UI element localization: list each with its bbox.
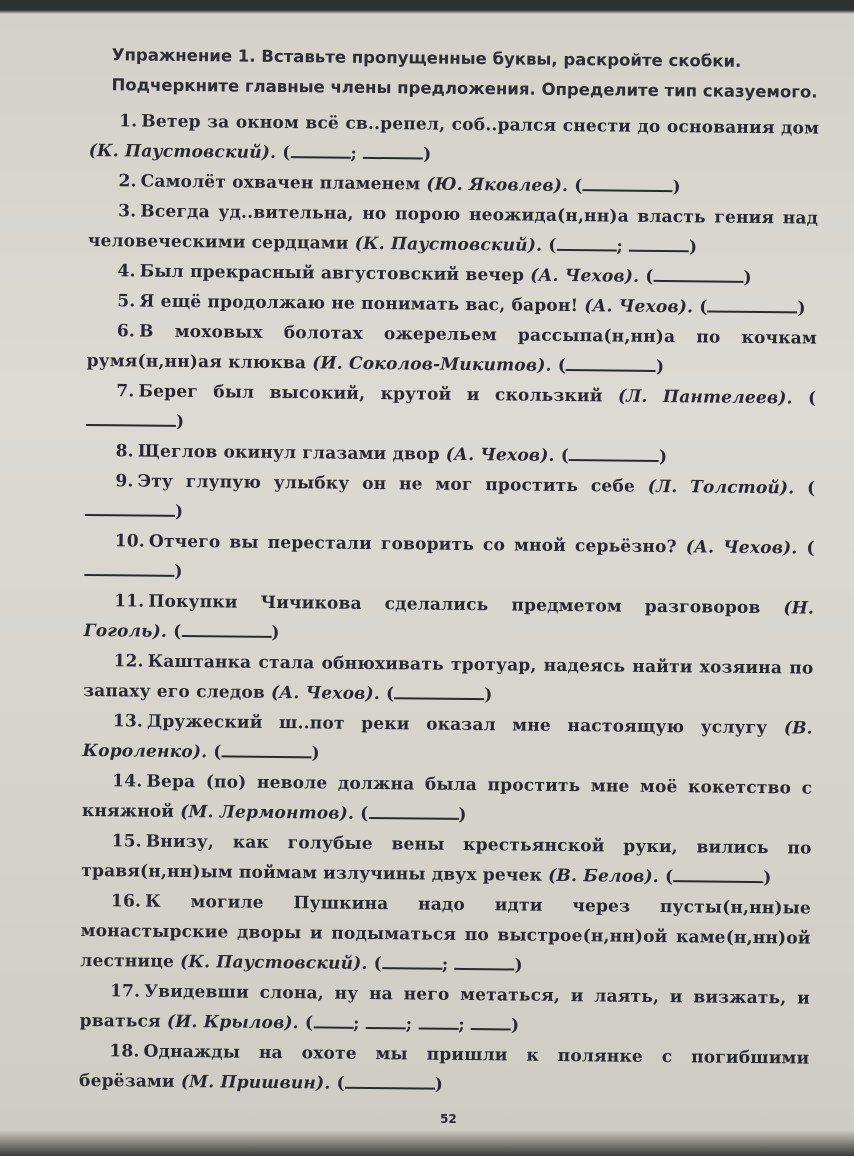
exercise-item (86, 376, 817, 444)
item-text: Берег был высокий, крутой и скользкий (138, 381, 603, 407)
answer-blank[interactable] (363, 141, 423, 160)
exercise-item (82, 706, 813, 774)
item-number: 17. (109, 981, 141, 1002)
exercise-item (80, 976, 811, 1044)
answer-blanks[interactable]: ( ) (386, 684, 493, 705)
answer-blank[interactable] (471, 1012, 511, 1030)
exercise-instruction: Вставьте пропущенные буквы, раскройте скобки. Подчеркните главные члены предложения. Определите тип сказуемого. (111, 46, 818, 102)
item-source: (Ю. Яковлев). (426, 174, 569, 197)
item-source: (К. Паустовский). (180, 951, 368, 974)
item-text: В моховых болотах ожерельем рассыпа(н,нн)а по кочкам румя(н,нн)ая клюква (86, 321, 818, 374)
item-source: (М. Лермонтов). (180, 801, 355, 824)
item-source: (И. Соколов-Микитов). (312, 353, 552, 376)
answer-blank[interactable] (181, 619, 271, 638)
item-number: 11. (114, 591, 145, 612)
item-source: (К. Паустовский). (88, 140, 277, 163)
item-text: Ветер за окном всё св..репел, соб..рался снести до основания дом (141, 111, 820, 139)
item-number: 2. (118, 171, 137, 192)
exercise-title: Упражнение 1. (111, 45, 256, 66)
item-source: (А. Чехов). (530, 265, 640, 287)
answer-blanks[interactable]: ( ) (213, 742, 320, 763)
answer-blank[interactable] (583, 173, 673, 192)
exercise-heading (111, 40, 820, 107)
item-number: 12. (113, 651, 144, 672)
answer-blanks[interactable]: ( ; ) (282, 143, 431, 165)
answer-blank[interactable] (394, 681, 484, 700)
item-text: Дружеский ш..пот реки оказал мне настоящую услугу (146, 711, 768, 739)
item-text: Всегда уд..вительна, но порою неожида(н,нн)а власть гения над человеческими сердцами (87, 201, 819, 254)
answer-blank[interactable] (673, 864, 763, 883)
answer-blanks[interactable]: ( ; ) (548, 236, 697, 258)
item-text: Каштанка стала обнюхивать тротуар, надеясь найти хозяина по запаху его следов (83, 651, 814, 703)
answer-blank[interactable] (382, 951, 442, 970)
answer-blanks[interactable]: ( ) (558, 356, 665, 377)
answer-blank[interactable] (556, 233, 616, 252)
item-source: (В. Белов). (548, 865, 660, 888)
item-text: Увидевши слона, ну на него метаться, и лаять, и визжать, и рваться (79, 981, 811, 1032)
exercise-item (88, 196, 819, 264)
answer-blank[interactable] (653, 264, 743, 283)
item-source: (И. Крылов). (166, 1011, 299, 1034)
exercise-item (80, 886, 811, 984)
answer-blanks[interactable]: ( ; ) (374, 954, 523, 976)
item-text: Эту глупую улыбку он не мог простить себе (137, 471, 636, 497)
item-text: Внизу, как голубые вены крестьянской руки, вились по травя(н,нн)ым поймам излучины двух речек (81, 831, 812, 886)
answer-blanks[interactable]: ( ) (574, 176, 681, 197)
answer-blanks[interactable]: ( ; ; ; ) (305, 1013, 520, 1035)
page-number: 52 (440, 1112, 457, 1126)
exercise-item (81, 826, 812, 894)
exercise-item (85, 466, 816, 534)
answer-blank[interactable] (418, 1011, 458, 1029)
answer-blank[interactable] (454, 952, 514, 971)
item-source: (А. Чехов). (584, 296, 694, 318)
answer-blanks[interactable]: ( ) (645, 267, 752, 288)
answer-blanks[interactable]: ( ) (561, 446, 668, 467)
answer-blank[interactable] (85, 498, 175, 517)
exercise-item (84, 586, 815, 654)
exercise-item (89, 106, 820, 174)
item-number: 18. (109, 1041, 140, 1062)
answer-blanks[interactable]: () (85, 479, 815, 522)
item-text: Вера (по) неволе должна была простить мне моё кокетство с княжной (81, 771, 813, 822)
answer-blanks[interactable]: ( ) (360, 804, 467, 825)
item-number: 7. (116, 381, 135, 402)
exercise-item (84, 526, 815, 594)
exercise-item (82, 766, 813, 834)
answer-blank[interactable] (222, 739, 312, 758)
item-text: Отчего вы перестали говорить со мной серьёзно? (148, 531, 677, 558)
answer-blanks[interactable]: ( ) (173, 622, 280, 643)
item-source: (В. Короленко). (82, 718, 813, 763)
item-number: 8. (115, 441, 134, 462)
exercise-item (79, 1036, 810, 1104)
item-source: (А. Чехов). (685, 537, 798, 559)
item-number: 16. (110, 891, 142, 912)
answer-blank[interactable] (629, 234, 689, 253)
item-number: 5. (117, 291, 136, 312)
exercise-item (86, 316, 817, 384)
item-source: (М. Пришвин). (180, 1072, 331, 1094)
item-number: 15. (111, 831, 142, 852)
item-text: Был прекрасный августовский вечер (139, 261, 525, 286)
item-text: Я ещё продолжаю не понимать вас, барон! (139, 291, 579, 317)
exercise-item (83, 646, 814, 714)
item-number: 14. (112, 771, 143, 792)
item-source: (А. Чехов). (270, 682, 381, 705)
answer-blank[interactable] (86, 408, 176, 427)
item-number: 4. (117, 261, 136, 282)
answer-blank[interactable] (313, 1010, 353, 1028)
item-number: 6. (116, 321, 136, 342)
exercise-items (79, 106, 819, 1104)
answer-blanks[interactable]: ( ) (665, 867, 772, 888)
item-number: 9. (115, 471, 134, 492)
item-number: 3. (118, 201, 137, 222)
answer-blank[interactable] (345, 1071, 435, 1090)
item-number: 1. (119, 111, 138, 132)
answer-blanks[interactable]: () (86, 389, 817, 432)
answer-blank[interactable] (569, 443, 659, 462)
answer-blanks[interactable]: ( ) (699, 297, 806, 318)
item-source: (Н. Гоголь). (83, 598, 815, 642)
item-source: (А. Чехов). (445, 444, 555, 466)
answer-blank[interactable] (566, 353, 656, 372)
answer-blanks[interactable]: ( ) (336, 1074, 443, 1095)
item-source: (Л. Пантелеев). (617, 386, 793, 409)
item-source: (К. Паустовский). (354, 233, 543, 256)
item-text: К могиле Пушкина надо идти через пусты(н,нн)ые монастырские дворы и подыматься по выстрое(н,нн)ой каме(н,нн)ой лестнице (80, 891, 812, 972)
textbook-page (79, 40, 820, 1104)
answer-blank[interactable] (368, 801, 458, 820)
answer-blank[interactable] (708, 294, 798, 313)
item-text: Однажды на охоте мы пришли к полянке с погибшими берёзами (78, 1041, 810, 1092)
item-text: Самолёт охвачен пламенем (140, 171, 421, 195)
item-source: (Л. Толстой). (647, 476, 795, 499)
item-number: 13. (112, 711, 144, 732)
item-text: Покупки Чичикова сделались предметом разговоров (148, 591, 761, 619)
answer-blank[interactable] (291, 140, 351, 159)
answer-blank[interactable] (366, 1011, 406, 1029)
item-text: Щеглов окинул глазами двор (137, 441, 440, 465)
answer-blank[interactable] (84, 558, 174, 577)
answer-blanks[interactable]: () (84, 539, 814, 582)
item-number: 10. (114, 531, 146, 552)
